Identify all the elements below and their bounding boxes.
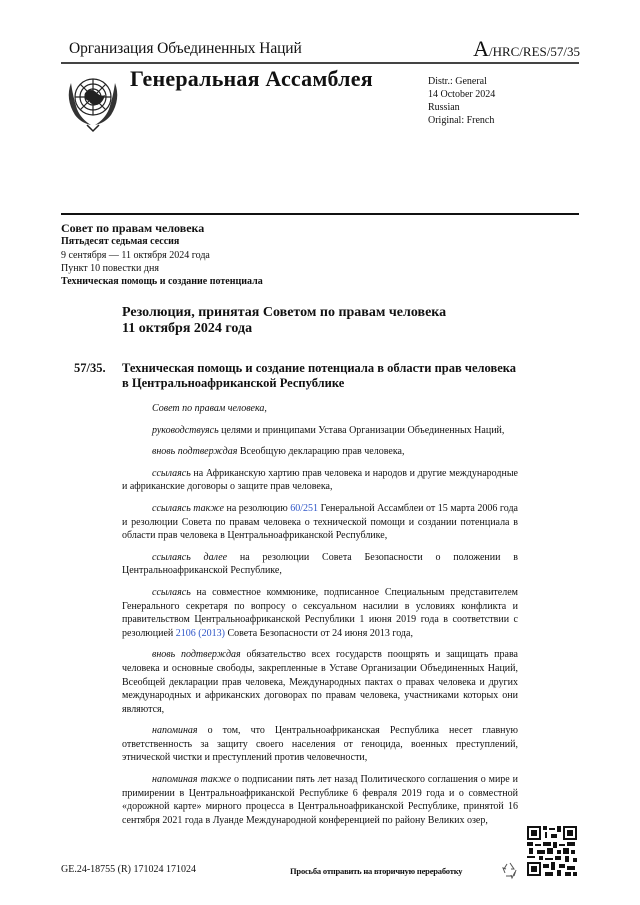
resolution-link-2106[interactable]: 2106 (2013): [175, 627, 225, 639]
paragraph-text: на резолюцию: [223, 502, 291, 514]
paragraph-lead: руководствуясь: [152, 424, 219, 436]
paragraph: [122, 445, 518, 459]
session-dates: 9 сентября — 11 октября 2024 года: [61, 250, 210, 261]
paragraph-lead: вновь подтверждая: [152, 446, 238, 458]
distribution-block: [428, 75, 495, 127]
paragraph-lead: напоминая также: [152, 774, 232, 786]
paragraph: [122, 773, 518, 827]
paragraph-text: на Африканскую хартию прав человека и народов и другие международные и африканские договоры о защите прав человека,: [122, 467, 518, 493]
paragraph-text: Совета Безопасности от 24 июня 2013 года,: [224, 627, 413, 639]
paragraph-lead: Совет по правам человека,: [152, 403, 267, 414]
un-emblem-icon: [65, 69, 121, 135]
paragraph-lead: ссылаясь также: [152, 502, 224, 514]
symbol-rest: /HRC/RES/57/35: [488, 44, 580, 59]
council-block: [61, 221, 263, 289]
resolution-heading: [122, 305, 446, 337]
recycle-icon: [500, 860, 520, 880]
paragraph: [122, 402, 518, 416]
session-name: Пятьдесят седьмая сессия: [61, 236, 180, 247]
paragraph-text: на резолюции Совета Безопасности о положении в Центральноафриканской Республике,: [122, 551, 518, 577]
paragraph-lead: вновь подтверждая: [152, 649, 241, 661]
council-title: Совет по правам человека: [61, 221, 205, 235]
paragraph: [122, 724, 518, 765]
paragraph-text: о том, что Центральноафриканская Республика несет главную ответственность за защиту своего населения от геноцида, военных преступлений, этнической чистки и преступлений против человечности,: [122, 725, 518, 764]
distribution-original: Original: French: [428, 115, 495, 126]
organization-name: Организация Объединенных Наций: [69, 40, 302, 57]
agenda-item: Пункт 10 повестки дня: [61, 263, 159, 274]
symbol-letter: A: [473, 36, 489, 61]
paragraph-text: на совместное коммюнике, подписанное Специальным представителем Генерального секретаря по вопросу о сексуальном насилии в условиях конфликта и правительством Центральноафриканской Республики 1 июня 2019 года в соответствии с резолюцией: [122, 586, 518, 639]
paragraph-lead: ссылаясь: [152, 467, 191, 479]
paragraph-text: Генеральной Ассамблеи от 15 марта 2006 года и резолюции Совета по правам человека о технической помощи и создании потенциала в области прав человека в Центральноафриканской Республике,: [122, 502, 518, 542]
paragraph: [122, 551, 518, 578]
paragraph: [122, 467, 518, 494]
paragraph: [122, 586, 518, 640]
recycle-notice: Просьба отправить на вторичную переработку: [290, 866, 463, 876]
document-symbol: [473, 36, 580, 62]
distribution-type: Distr.: General: [428, 76, 487, 87]
header-rule: [61, 62, 579, 64]
resolution-number: 57/35.: [74, 361, 106, 375]
paragraph-lead: ссылаясь далее: [152, 551, 228, 563]
distribution-language: Russian: [428, 102, 460, 113]
distribution-date: 14 October 2024: [428, 89, 496, 100]
paragraph-lead: ссылаясь: [152, 586, 191, 598]
assembly-title: Генеральная Ассамблея: [130, 66, 373, 91]
paragraph: [122, 648, 518, 716]
agenda-title: Техническая помощь и создание потенциала: [61, 276, 263, 287]
resolution-title: Техническая помощь и создание потенциала в области прав человека в Центральноафриканской Республике: [122, 361, 517, 390]
resolution-heading-line1: Резолюция, принятая Советом по правам человека: [122, 305, 447, 320]
paragraph: [122, 502, 518, 543]
resolution-heading-line2: 11 октября 2024 года: [122, 321, 253, 336]
section-rule: [61, 213, 579, 215]
paragraph-lead: напоминая: [152, 725, 198, 737]
document-job-code: GE.24-18755 (R) 171024 171024: [61, 864, 196, 875]
paragraph-text: целями и принципами Устава Организации Объединенных Наций,: [218, 424, 505, 436]
paragraph-text: о подписании пять лет назад Политического соглашения о мире и примирении в Центральноафриканской Республике 6 февраля 2019 года и о совместной «дорожной карте» мирного процесса в Центральноафриканской Республике, принятой 16 сентября 2021 года в Луанде Международной конференцией по району Великих озер,: [122, 774, 518, 826]
paragraph-text: Всеобщую декларацию прав человека,: [237, 446, 405, 458]
paragraph: [122, 424, 518, 438]
qr-code-icon[interactable]: [527, 826, 577, 876]
paragraph-text: обязательство всех государств поощрять и защищать права человека и основные свободы, закрепленные в Уставе Организации Объединенных Наций, Всеобщей декларации прав человека, Международных пактах о правах человека и других международных и африканских договорах по правам человека, участниками которых они являются,: [122, 649, 518, 715]
preamble-body: [122, 402, 518, 835]
resolution-link-60-251[interactable]: 60/251: [290, 502, 319, 514]
